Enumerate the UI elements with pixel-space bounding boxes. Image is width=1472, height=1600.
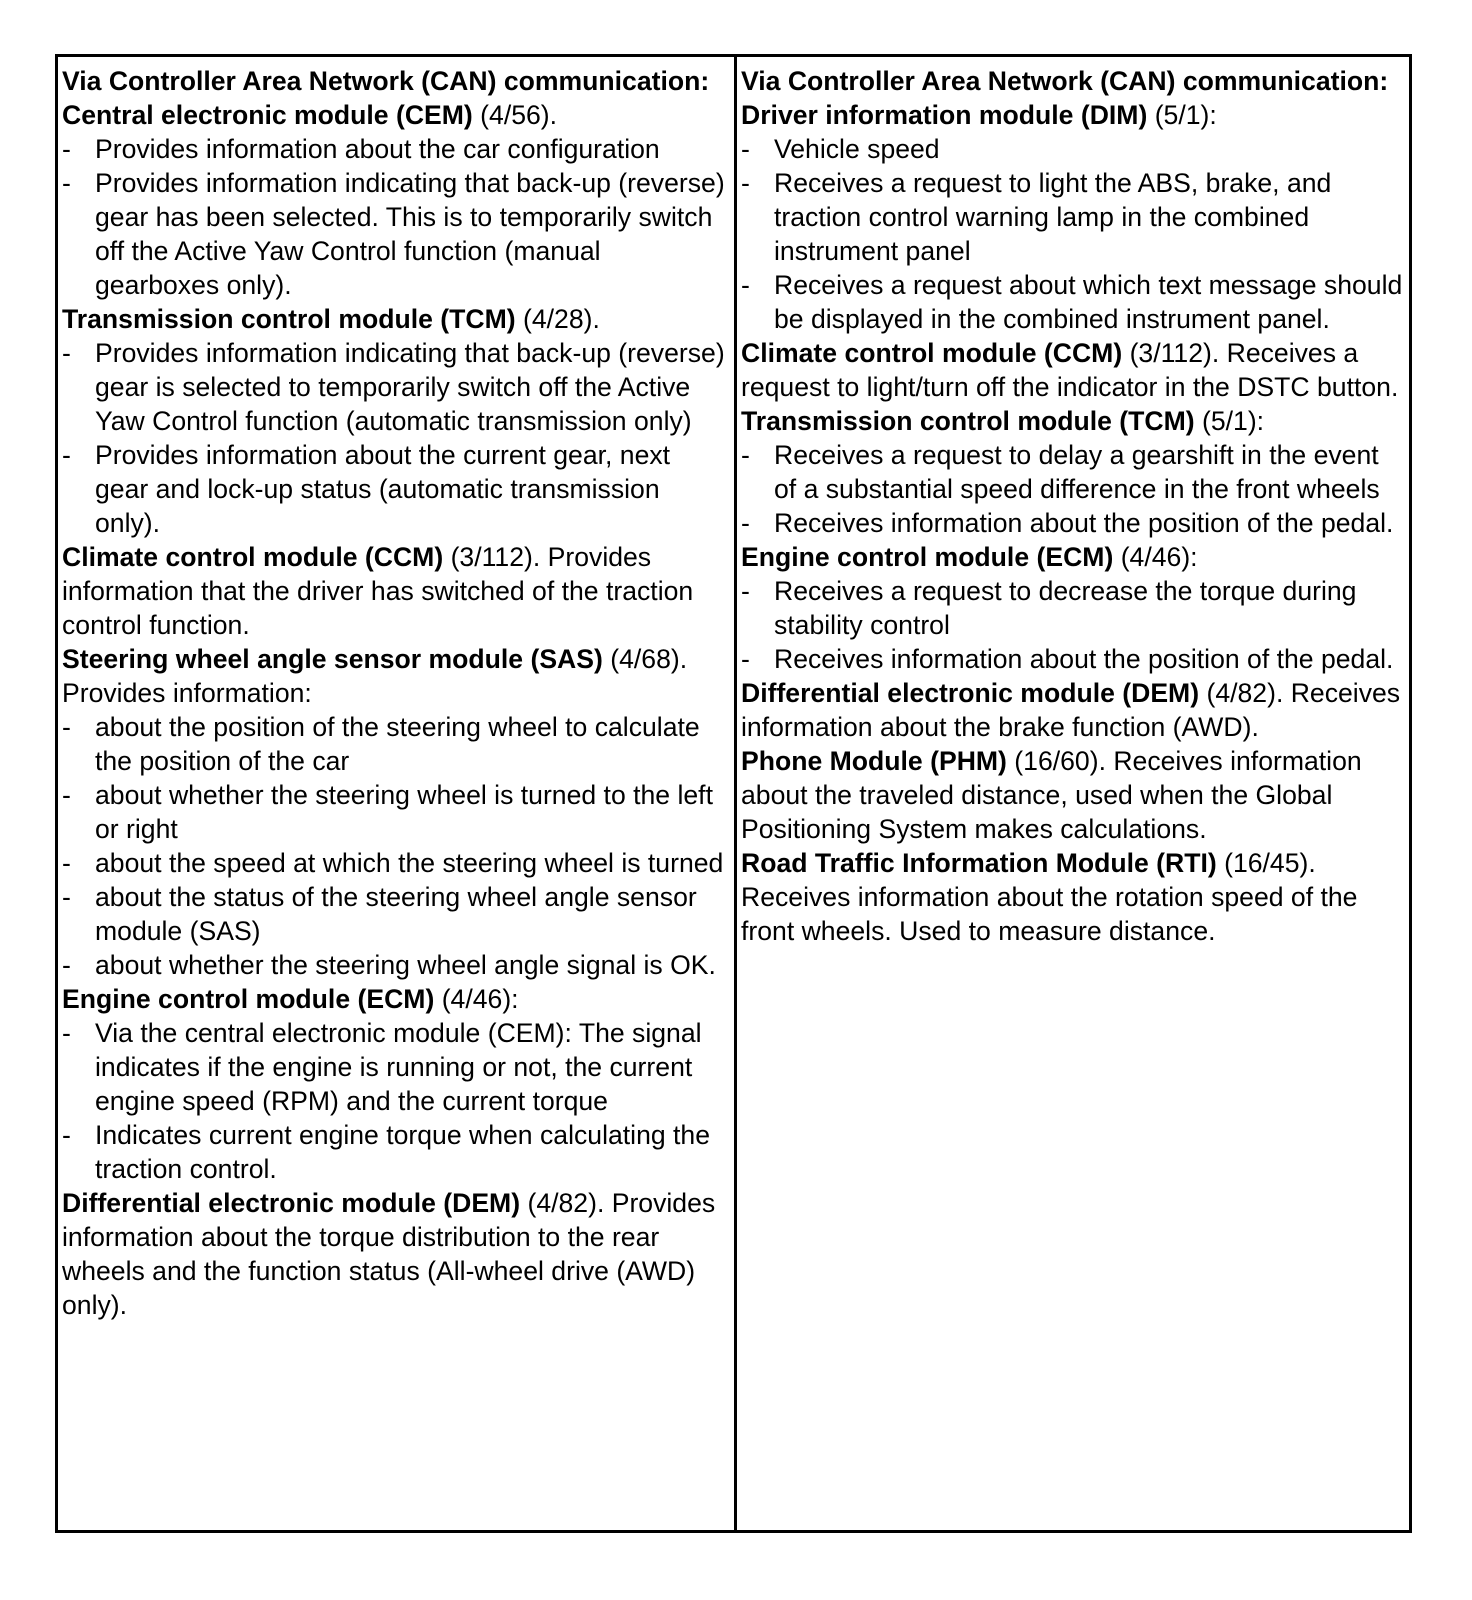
section-intro	[62, 98, 730, 132]
module-title: Differential electronic module (DEM)	[62, 1188, 521, 1218]
list-item	[62, 1016, 730, 1118]
dash-bullet-icon: -	[741, 270, 750, 300]
module-reference: (3/112). Provides information that the driver has switched of the traction control function.	[62, 542, 694, 640]
dash-bullet-icon: -	[62, 950, 71, 980]
section-road-traffic-information-module	[741, 846, 1405, 948]
list-item	[741, 642, 1405, 676]
dash-bullet-icon: -	[62, 1120, 71, 1150]
module-reference: (4/56).	[472, 100, 558, 130]
module-title: Engine control module (ECM)	[62, 984, 435, 1014]
list-item-text: Provides information indicating that back-up (reverse) gear has been selected. This is to temporarily switch off the Active Yaw Control function (manual gearboxes only).	[95, 168, 725, 300]
module-reference: (16/45). Receives information about the rotation speed of the front wheels. Used to measure distance.	[741, 848, 1358, 946]
module-reference: (5/1):	[1147, 100, 1217, 130]
section-steering-wheel-angle-sensor-module	[62, 642, 730, 982]
module-title: Phone Module (PHM)	[741, 746, 1007, 776]
list-item-text: Vehicle speed	[774, 134, 940, 164]
list-item-text: about the status of the steering wheel angle sensor module (SAS)	[95, 882, 697, 946]
list-item	[741, 268, 1405, 336]
module-title: Climate control module (CCM)	[741, 338, 1123, 368]
list-item	[741, 166, 1405, 268]
list-item	[62, 1118, 730, 1186]
section-intro	[741, 846, 1405, 948]
module-title: Road Traffic Information Module (RTI)	[741, 848, 1217, 878]
column-heading: Via Controller Area Network (CAN) communication:	[741, 66, 1389, 96]
module-reference: (4/68). Provides information:	[62, 644, 688, 708]
module-title: Transmission control module (TCM)	[62, 304, 516, 334]
module-reference: (4/82). Receives information about the brake function (AWD).	[741, 678, 1401, 742]
list-item	[62, 438, 730, 540]
list-item	[62, 778, 730, 846]
bullet-list	[62, 710, 730, 982]
column-heading: Via Controller Area Network (CAN) communication:	[62, 66, 710, 96]
list-item	[741, 438, 1405, 506]
list-item-text: Receives information about the position of the pedal.	[774, 508, 1394, 538]
module-reference: (3/112). Receives a request to light/turn off the indicator in the DSTC button.	[741, 338, 1399, 402]
dash-bullet-icon: -	[741, 644, 750, 674]
list-item-text: about whether the steering wheel is turned to the left or right	[95, 780, 713, 844]
bullet-list	[62, 132, 730, 302]
bullet-list	[741, 132, 1405, 336]
dash-bullet-icon: -	[741, 134, 750, 164]
section-intro	[62, 302, 730, 336]
list-item-text: about the speed at which the steering wheel is turned	[95, 848, 724, 878]
section-transmission-control-module	[62, 302, 730, 540]
list-item-text: Receives a request about which text message should be displayed in the combined instrument panel.	[774, 270, 1403, 334]
list-item-text: Receives information about the position of the pedal.	[774, 644, 1394, 674]
section-driver-information-module	[741, 98, 1405, 336]
section-intro	[741, 540, 1405, 574]
bullet-list	[62, 336, 730, 540]
section-intro	[741, 676, 1405, 744]
dash-bullet-icon: -	[62, 440, 71, 470]
list-item	[62, 166, 730, 302]
section-climate-control-module	[62, 540, 730, 642]
section-transmission-control-module	[741, 404, 1405, 540]
list-item-text: Provides information indicating that back-up (reverse) gear is selected to temporarily switch off the Active Yaw Control function (automatic transmission only)	[95, 338, 725, 436]
module-title: Central electronic module (CEM)	[62, 100, 473, 130]
list-item	[741, 574, 1405, 642]
dash-bullet-icon: -	[62, 134, 71, 164]
section-intro	[741, 336, 1405, 404]
module-title: Engine control module (ECM)	[741, 542, 1114, 572]
module-reference: (4/46):	[434, 984, 519, 1014]
module-title: Driver information module (DIM)	[741, 100, 1148, 130]
module-reference: (4/28).	[515, 304, 600, 334]
section-central-electronic-module	[62, 98, 730, 302]
list-item-text: about whether the steering wheel angle signal is OK.	[95, 950, 716, 980]
section-engine-control-module	[62, 982, 730, 1186]
module-title: Transmission control module (TCM)	[741, 406, 1195, 436]
list-item-text: Receives a request to delay a gearshift in the event of a substantial speed difference in the front wheels	[774, 440, 1380, 504]
list-item	[62, 880, 730, 948]
module-title: Steering wheel angle sensor module (SAS)	[62, 644, 603, 674]
section-intro	[62, 1186, 730, 1322]
module-reference: (16/60). Receives information about the traveled distance, used when the Global Positioning System makes calculations.	[741, 746, 1362, 844]
list-item	[741, 506, 1405, 540]
dash-bullet-icon: -	[62, 1018, 71, 1048]
bullet-list	[62, 1016, 730, 1186]
list-item-text: about the position of the steering wheel to calculate the position of the car	[95, 712, 700, 776]
list-item-text: Provides information about the car configuration	[95, 134, 660, 164]
section-phone-module	[741, 744, 1405, 846]
list-item	[741, 132, 1405, 166]
section-intro	[62, 540, 730, 642]
module-reference: (4/46):	[1113, 542, 1198, 572]
module-reference: (4/82). Provides information about the torque distribution to the rear wheels and the function status (All-wheel drive (AWD) only).	[62, 1188, 716, 1320]
list-item-text: Via the central electronic module (CEM): The signal indicates if the engine is running or not, the current engine speed (RPM) and the current torque	[95, 1018, 702, 1116]
list-item-text: Receives a request to decrease the torque during stability control	[774, 576, 1357, 640]
dash-bullet-icon: -	[62, 780, 71, 810]
section-climate-control-module	[741, 336, 1405, 404]
dash-bullet-icon: -	[741, 576, 750, 606]
section-intro	[62, 642, 730, 710]
section-differential-electronic-module	[741, 676, 1405, 744]
dash-bullet-icon: -	[62, 848, 71, 878]
bullet-list	[741, 438, 1405, 540]
dash-bullet-icon: -	[741, 508, 750, 538]
list-item	[62, 710, 730, 778]
dash-bullet-icon: -	[741, 168, 750, 198]
section-intro	[741, 404, 1405, 438]
dash-bullet-icon: -	[62, 882, 71, 912]
module-reference: (5/1):	[1194, 406, 1265, 436]
document-table	[55, 54, 1412, 1533]
list-item-text: Provides information about the current gear, next gear and lock-up status (automatic transmission only).	[95, 440, 671, 538]
list-item	[62, 846, 730, 880]
dash-bullet-icon: -	[62, 168, 71, 198]
section-differential-electronic-module	[62, 1186, 730, 1322]
section-intro	[62, 982, 730, 1016]
left-column	[58, 57, 737, 1530]
list-item	[62, 948, 730, 982]
module-title: Differential electronic module (DEM)	[741, 678, 1200, 708]
section-engine-control-module	[741, 540, 1405, 676]
list-item-text: Receives a request to light the ABS, brake, and traction control warning lamp in the combined instrument panel	[774, 168, 1332, 266]
module-title: Climate control module (CCM)	[62, 542, 444, 572]
right-column	[737, 57, 1409, 1530]
dash-bullet-icon: -	[62, 712, 71, 742]
bullet-list	[741, 574, 1405, 676]
section-intro	[741, 98, 1405, 132]
dash-bullet-icon: -	[62, 338, 71, 368]
list-item	[62, 336, 730, 438]
list-item	[62, 132, 730, 166]
list-item-text: Indicates current engine torque when calculating the traction control.	[95, 1120, 711, 1184]
dash-bullet-icon: -	[741, 440, 750, 470]
section-intro	[741, 744, 1405, 846]
